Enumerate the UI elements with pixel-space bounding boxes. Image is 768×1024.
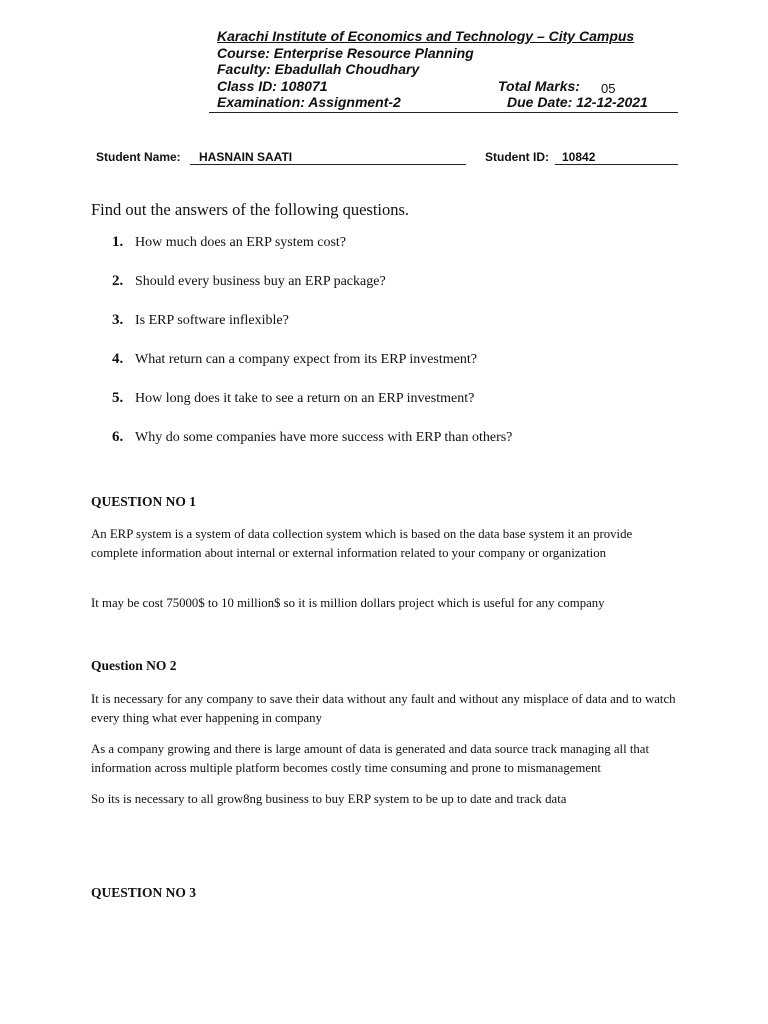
- student-id-underline: [555, 164, 678, 165]
- question-number: 3.: [112, 312, 124, 328]
- question-item: [112, 429, 512, 446]
- total-marks-label: Total Marks:: [498, 77, 580, 94]
- question-number: 1.: [112, 234, 124, 250]
- student-id-value: 10842: [562, 150, 596, 164]
- question-text: Should every business buy an ERP package?: [135, 274, 386, 289]
- question-item: [112, 351, 477, 368]
- header-divider: [209, 112, 678, 113]
- question-1-paragraph-2: It may be cost 75000$ to 10 million$ so it is million dollars project which is useful for any company: [91, 596, 605, 610]
- question-2-paragraph-2: As a company growing and there is large amount of data is generated and data source track managing all that information across multiple platform becomes costly time consuming and prone to mismanagement: [91, 742, 650, 775]
- student-id-label: Student ID:: [485, 150, 549, 164]
- question-text: Is ERP software inflexible?: [135, 313, 289, 328]
- question-2-heading: Question NO 2: [91, 658, 177, 673]
- institute-name: Karachi Institute of Economics and Technology – City Campus: [217, 28, 635, 44]
- question-text: What return can a company expect from its ERP investment?: [135, 352, 477, 367]
- question-number: 5.: [112, 390, 124, 406]
- total-marks-value: 05: [601, 80, 616, 96]
- question-2-paragraph-1: It is necessary for any company to save their data without any fault and without any misplace of data and to watch every thing what ever happening in company: [91, 692, 676, 725]
- question-item: [112, 312, 289, 329]
- question-1-paragraph-1: An ERP system is a system of data collection system which is based on the data base system it an provide complete information about internal or external information related to your company or organization: [91, 527, 633, 560]
- question-1-heading: QUESTION NO 1: [91, 494, 197, 509]
- examination-name: Examination: Assignment-2: [217, 94, 401, 110]
- student-name-label: Student Name:: [96, 150, 181, 164]
- question-number: 2.: [112, 273, 124, 289]
- question-text: How much does an ERP system cost?: [135, 235, 347, 250]
- question-2-paragraph-3: So its is necessary to all grow8ng business to buy ERP system to be up to date and track data: [91, 792, 567, 806]
- due-date: Due Date: 12-12-2021: [507, 94, 648, 110]
- question-number: 6.: [112, 429, 124, 445]
- faculty-name: Faculty: Ebadullah Choudhary: [217, 61, 420, 77]
- student-name-underline: [190, 164, 466, 165]
- class-id: Class ID: 108071: [217, 77, 328, 94]
- question-item: [112, 234, 346, 251]
- question-text: Why do some companies have more success with ERP than others?: [135, 430, 513, 445]
- student-info-row: [0, 148, 768, 168]
- question-item: [112, 390, 474, 407]
- question-3-heading: QUESTION NO 3: [91, 885, 197, 900]
- student-name-value: HASNAIN SAATI: [199, 150, 293, 164]
- instructions-heading: Find out the answers of the following questions.: [91, 200, 410, 219]
- course-name: Course: Enterprise Resource Planning: [217, 44, 474, 61]
- question-text: How long does it take to see a return on an ERP investment?: [135, 391, 475, 406]
- question-item: [112, 273, 386, 290]
- question-number: 4.: [112, 351, 124, 367]
- document-header: [217, 28, 677, 111]
